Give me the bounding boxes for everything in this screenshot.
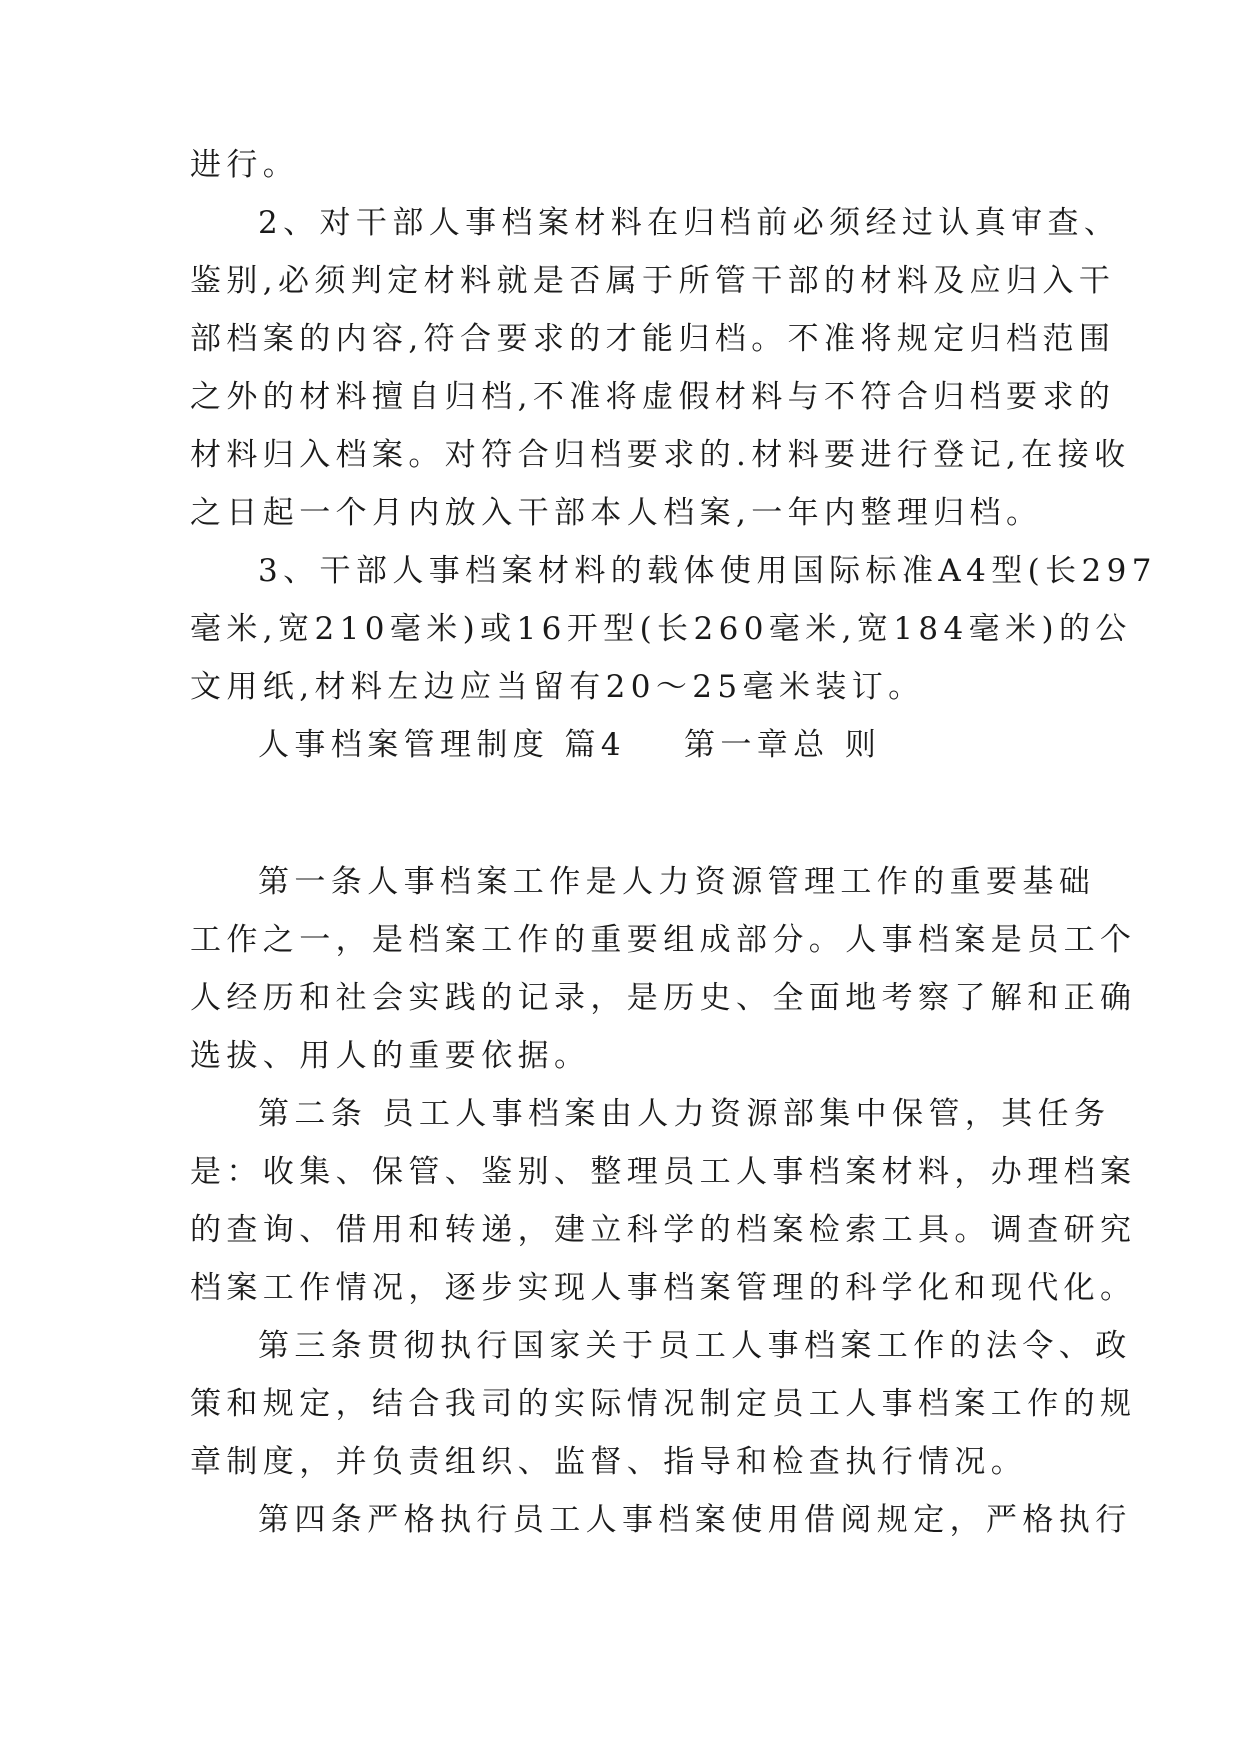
body-line: 文用纸,材料左边应当留有20～25毫米装订。 — [190, 669, 925, 705]
body-line: 之外的材料擅自归档,不准将虚假材料与不符合归档要求的 — [190, 379, 1116, 415]
body-line: 章制度，并负责组织、监督、指导和检查执行情况。 — [190, 1444, 1028, 1480]
body-line: 第二条 员工人事档案由人力资源部集中保管，其任务 — [258, 1096, 1111, 1132]
body-line: 第四条严格执行员工人事档案使用借阅规定，严格执行 — [258, 1502, 1132, 1538]
body-line: 3、干部人事档案材料的载体使用国际标准A4型(长297 — [258, 553, 1157, 589]
body-line: 的查询、借用和转递，建立科学的档案检索工具。调查研究 — [190, 1212, 1137, 1248]
body-line: 材料归入档案。对符合归档要求的.材料要进行登记,在接收 — [190, 437, 1131, 473]
body-line: 工作之一，是档案工作的重要组成部分。人事档案是员工个 — [190, 922, 1137, 958]
body-line: 2、对干部人事档案材料在归档前必须经过认真审查、 — [258, 205, 1121, 241]
body-line: 第三条贯彻执行国家关于员工人事档案工作的法令、政 — [258, 1328, 1132, 1364]
body-line: 之日起一个月内放入干部本人档案,一年内整理归档。 — [190, 495, 1043, 531]
body-line: 部档案的内容,符合要求的才能归档。不准将规定归档范围 — [190, 321, 1116, 357]
heading-title: 人事档案管理制度 篇4 — [258, 727, 626, 763]
body-line: 鉴别,必须判定材料就是否属于所管干部的材料及应归入干 — [190, 263, 1116, 299]
body-line: 档案工作情况，逐步实现人事档案管理的科学化和现代化。 — [190, 1270, 1137, 1306]
body-line: 第一条人事档案工作是人力资源管理工作的重要基础 — [258, 864, 1096, 900]
body-line: 是：收集、保管、鉴别、整理员工人事档案材料，办理档案 — [190, 1154, 1137, 1190]
heading-chapter: 第一章总 则 — [683, 727, 882, 763]
body-line: 选拔、用人的重要依据。 — [190, 1038, 591, 1074]
section-heading — [258, 725, 881, 765]
body-line: 进行。 — [190, 147, 300, 183]
body-line: 策和规定，结合我司的实际情况制定员工人事档案工作的规 — [190, 1386, 1137, 1422]
body-line: 人经历和社会实践的记录，是历史、全面地考察了解和正确 — [190, 980, 1137, 1016]
body-line: 毫米,宽210毫米)或16开型(长260毫米,宽184毫米)的公 — [190, 611, 1132, 647]
